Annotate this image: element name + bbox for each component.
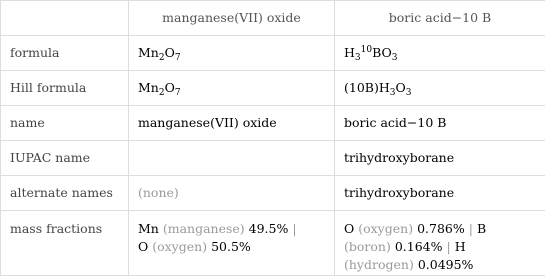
header-manganese-oxide: manganese(VII) oxide: [129, 1, 335, 36]
mass-cell-a: Mn (manganese) 49.5% | O (oxygen) 50.5%: [129, 211, 335, 276]
alt-cell-b: trihydroxyborane: [335, 176, 545, 211]
table-row-formula: [1, 36, 545, 71]
header-row: [1, 1, 545, 36]
formula-cell-b: $H_3^{10}BO_3$: [335, 36, 545, 71]
name-cell-a: manganese(VII) oxide: [129, 106, 335, 141]
row-label: IUPAC name: [1, 141, 129, 176]
iupac-cell-a: [129, 141, 335, 176]
table-row-iupac-name: [1, 141, 545, 176]
formula-cell-a: $Mn_2O_7$: [129, 36, 335, 71]
alt-cell-a: (none): [129, 176, 335, 211]
hill-cell-a: $Mn_2O_7$: [129, 71, 335, 106]
row-label: Hill formula: [1, 71, 129, 106]
iupac-cell-b: trihydroxyborane: [335, 141, 545, 176]
table-row-mass-fractions: [1, 211, 545, 276]
header-boric-acid: boric acid−10 B: [335, 1, 545, 36]
row-label: alternate names: [1, 176, 129, 211]
row-label: mass fractions: [1, 211, 129, 276]
row-label: formula: [1, 36, 129, 71]
table-row-hill-formula: [1, 71, 545, 106]
hill-cell-b: $(10B)H_3O_3$: [335, 71, 545, 106]
table-row-alternate-names: [1, 176, 545, 211]
table-row-name: [1, 106, 545, 141]
mass-cell-b: O (oxygen) 0.786% | B (boron) 0.164% | H (hydrogen) 0.0495%: [335, 211, 545, 276]
header-empty: [1, 1, 129, 36]
row-label: name: [1, 106, 129, 141]
name-cell-b: boric acid−10 B: [335, 106, 545, 141]
